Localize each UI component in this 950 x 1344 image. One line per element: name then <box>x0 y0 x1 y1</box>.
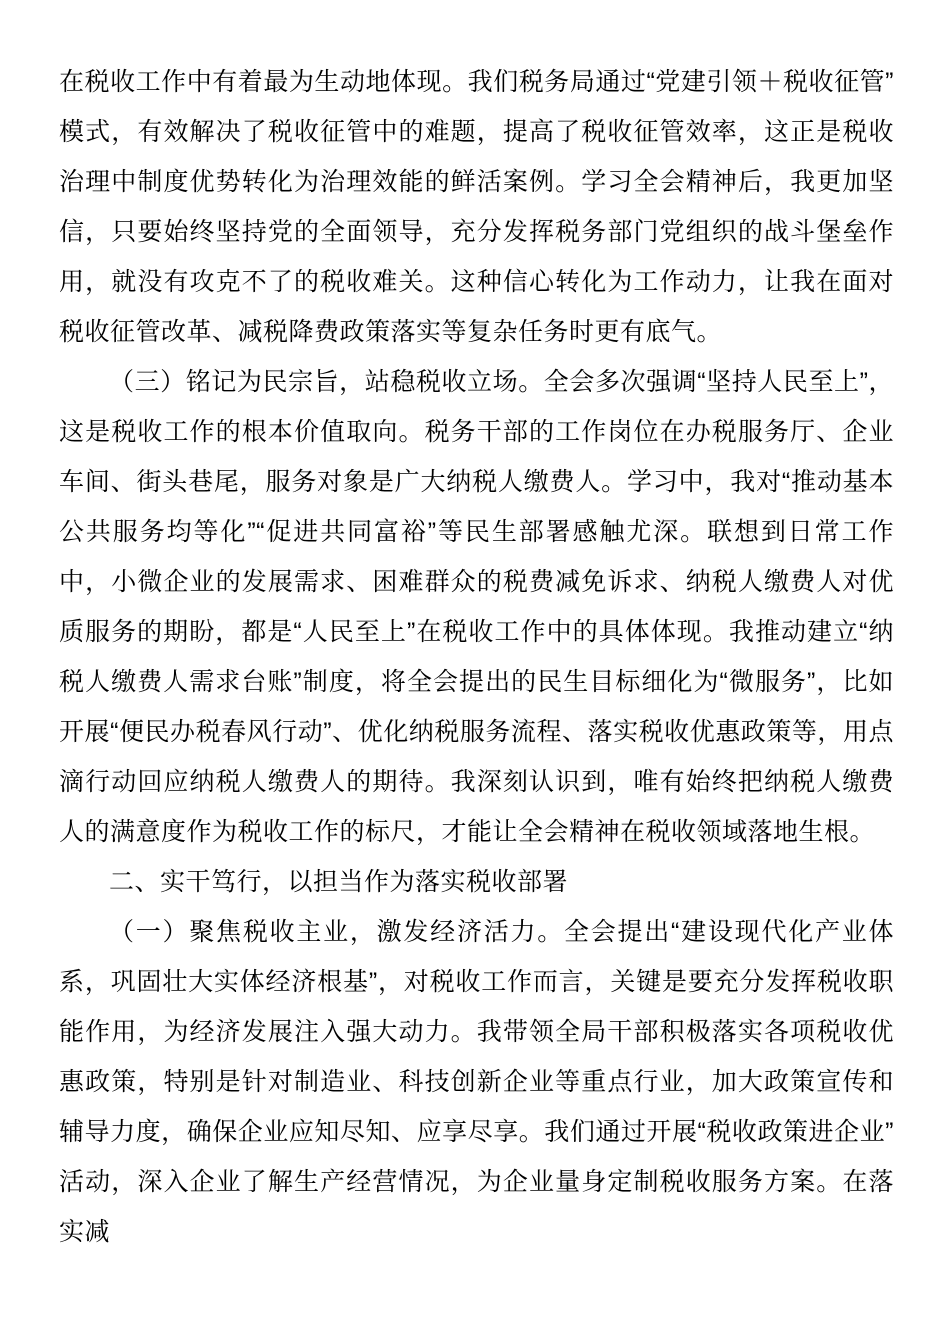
body-paragraph-point-one: （一）聚焦税收主业，激发经济活力。全会提出“建设现代化产业体系，巩固壮大实体经济根基”，对税收工作而言，关键是要充分发挥税收职能作用，为经济发展注入强大动力。我带领全局干部积极落实各项税收优惠政策，特别是针对制造业、科技创新企业等重点行业，加大政策宣传和辅导力度，确保企业应知尽知、应享尽享。我们通过开展“税收政策进企业”活动，深入企业了解生产经营情况，为企业量身定制税收服务方案。在落实减 <box>59 918 894 1246</box>
body-paragraph-continuation: 在税收工作中有着最为生动地体现。我们税务局通过“党建引领＋税收征管”模式，有效解决了税收征管中的难题，提高了税收征管效率，这正是税收治理中制度优势转化为治理效能的鲜活案例。学习全会精神后，我更加坚信，只要始终坚持党的全面领导，充分发挥税务部门党组织的战斗堡垒作用，就没有攻克不了的税收难关。这种信心转化为工作动力，让我在面对税收征管改革、减税降费政策落实等复杂任务时更有底气。 <box>59 68 894 346</box>
section-heading-two: 二、实干笃行，以担当作为落实税收部署 <box>109 868 569 896</box>
body-paragraph-point-three: （三）铭记为民宗旨，站稳税收立场。全会多次强调“坚持人民至上”，这是税收工作的根本价值取向。税务干部的工作岗位在办税服务厅、企业车间、街头巷尾，服务对象是广大纳税人缴费人。学习中，我对“推动基本公共服务均等化”“促进共同富裕”等民生部署感触尤深。联想到日常工作中，小微企业的发展需求、困难群众的税费减免诉求、纳税人缴费人对优质服务的期盼，都是“人民至上”在税收工作中的具体体现。我推动建立“纳税人缴费人需求台账”制度，将全会提出的民生目标细化为“微服务”，比如开展“便民办税春风行动”、优化纳税服务流程、落实税收优惠政策等，用点滴行动回应纳税人缴费人的期待。我深刻认识到，唯有始终把纳税人缴费人的满意度作为税收工作的标尺，才能让全会精神在税收领域落地生根。 <box>59 368 894 846</box>
document-body <box>59 57 894 1257</box>
